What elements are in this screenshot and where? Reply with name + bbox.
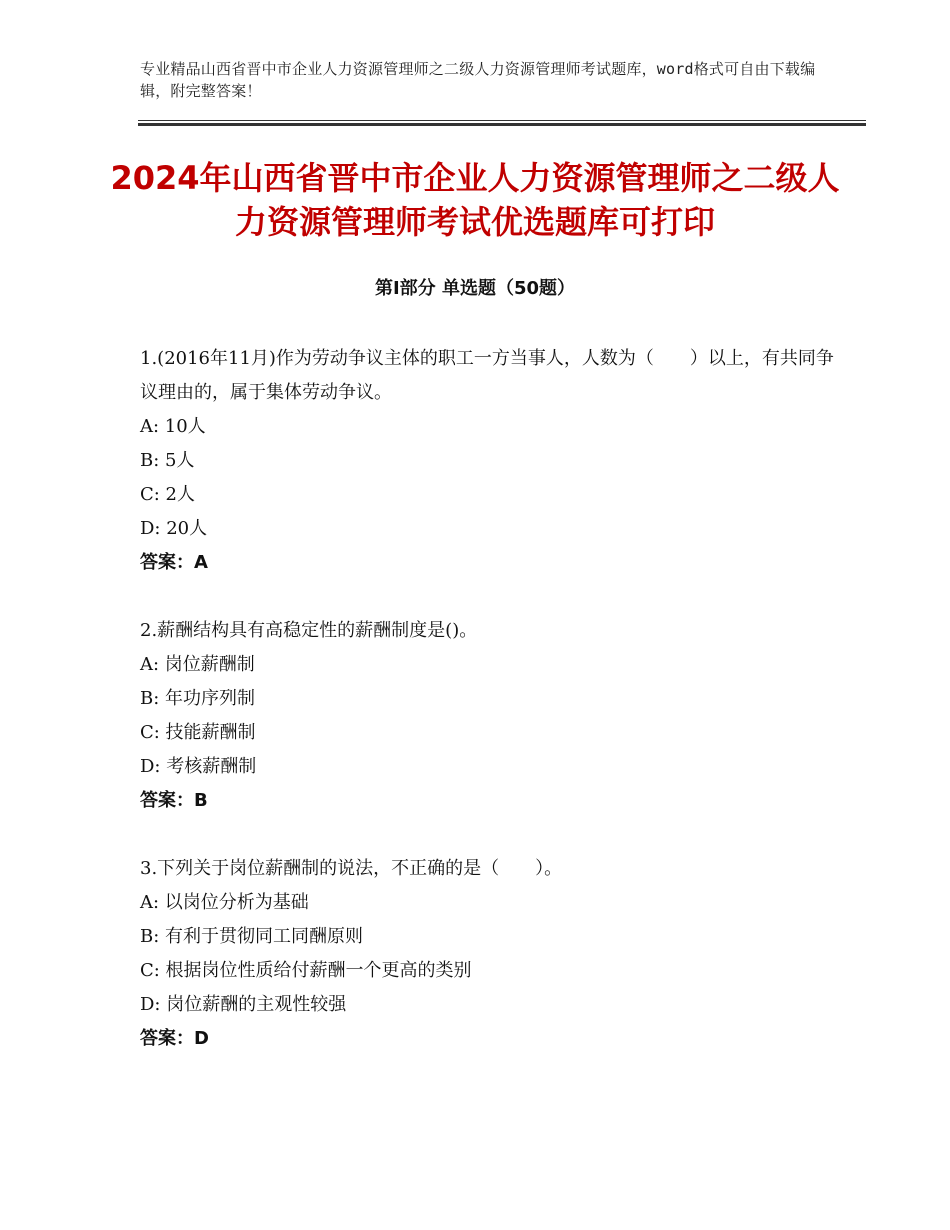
option-b: B: 年功序列制 [140,688,256,709]
answer: 答案：D [140,1028,209,1049]
document-title: 2024年山西省晋中市企业人力资源管理师之二级人力资源管理师考试优选题库可打印 [110,159,840,241]
question-2 [140,614,840,818]
option-a: A: 岗位薪酬制 [140,654,255,675]
header-divider [138,120,866,126]
option-c: C: 2人 [140,484,196,505]
question-stem: 1.(2016年11月)作为劳动争议主体的职工一方当事人，人数为（ ）以上，有共同争议理由的，属于集体劳动争议。 [140,348,834,403]
question-3 [140,852,840,1056]
answer: 答案：A [140,552,208,573]
header-divider-thin [138,120,866,121]
question-1 [140,342,840,580]
option-b: B: 有利于贯彻同工同酬原则 [140,926,364,947]
option-a: A: 以岗位分析为基础 [140,892,309,913]
answer: 答案：B [140,790,208,811]
question-stem: 3.下列关于岗位薪酬制的说法，不正确的是（ ）。 [140,858,563,879]
option-b: B: 5人 [140,450,195,471]
option-d: D: 20人 [140,518,208,539]
option-c: C: 根据岗位性质给付薪酬一个更高的类别 [140,960,472,981]
question-stem: 2.薪酬结构具有高稳定性的薪酬制度是()。 [140,620,478,641]
question-list [140,342,840,1090]
option-d: D: 考核薪酬制 [140,756,257,777]
option-c: C: 技能薪酬制 [140,722,256,743]
header-note: 专业精品山西省晋中市企业人力资源管理师之二级人力资源管理师考试题库，word格式可自由下载编辑，附完整答案！ [140,60,816,100]
option-a: A: 10人 [140,416,206,437]
header-divider-thick [138,123,866,126]
section-title: 第Ⅰ部分 单选题（50题） [374,278,575,299]
option-d: D: 岗位薪酬的主观性较强 [140,994,347,1015]
